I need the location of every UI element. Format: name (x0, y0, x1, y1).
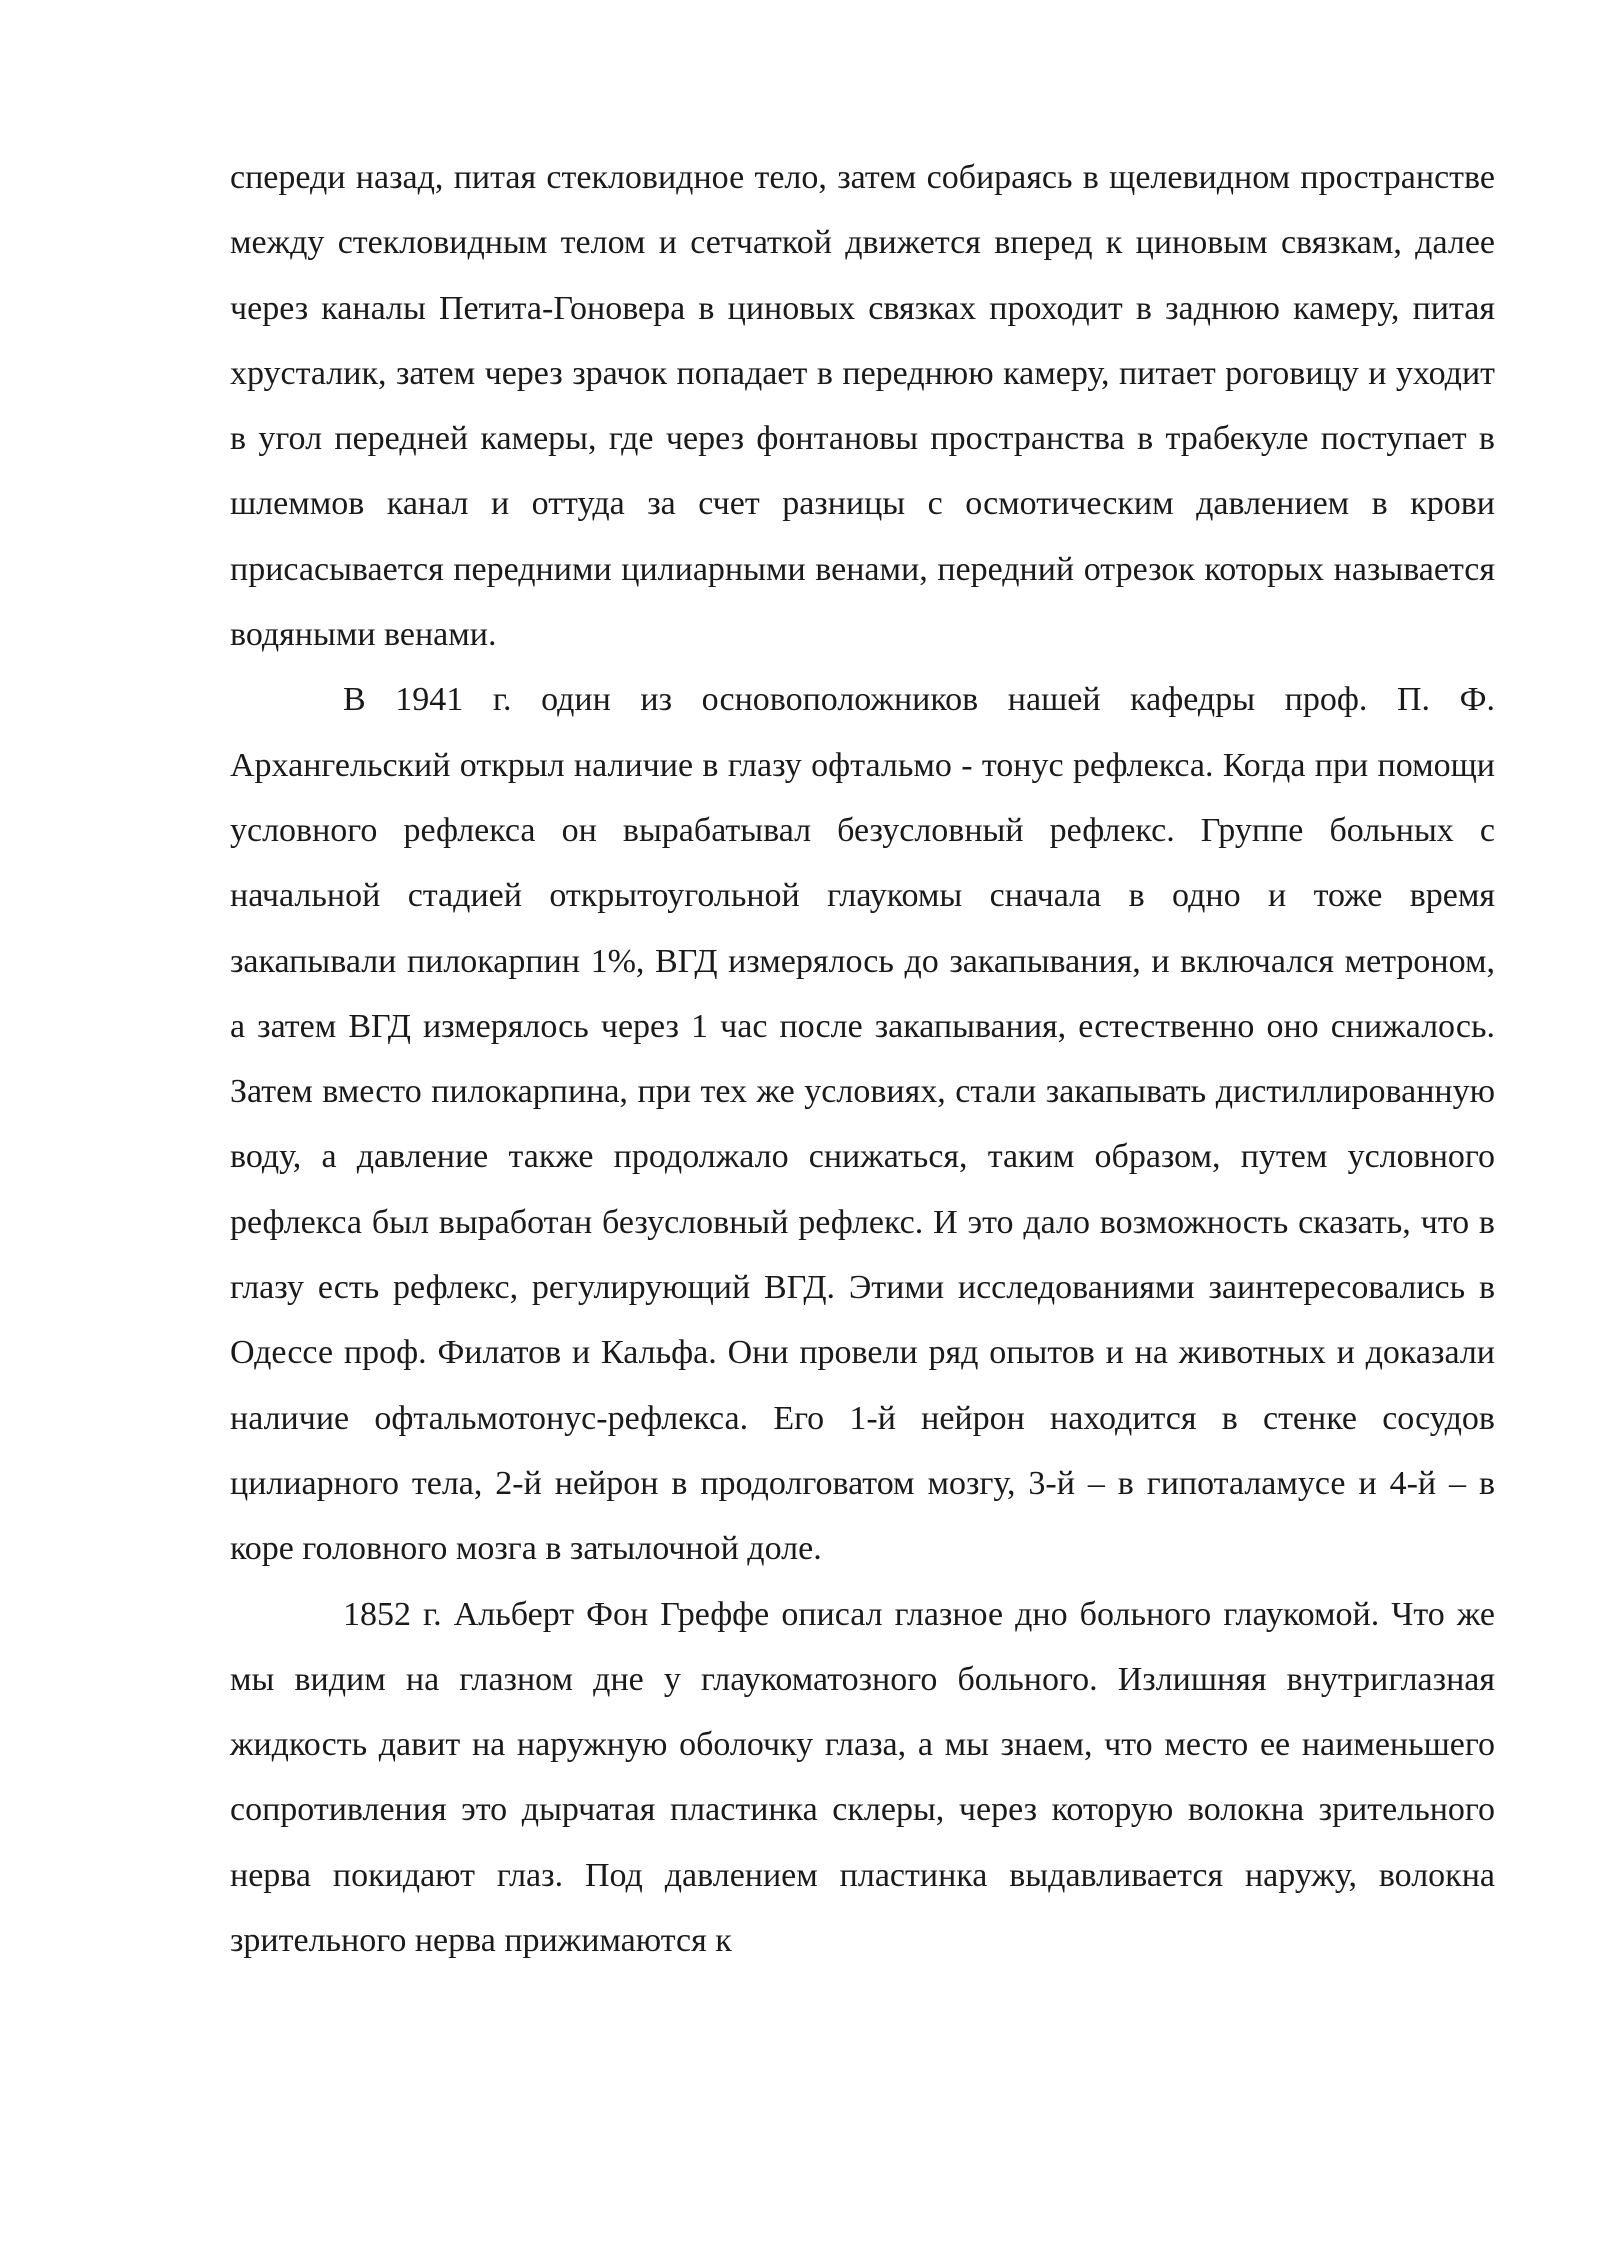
paragraph-2: В 1941 г. один из основоположников нашей кафедры проф. П. Ф. Архангельский открыл наличие в глазу офтальмо - тонус рефлекса. Когда при помощи условного рефлекса он вырабатывал безусловный рефлекс. Группе больных с начальной стадией открытоугольной глаукомы сначала в одно и тоже время закапывали пилокарпин 1%, ВГД измерялось до закапывания, и включался метроном, а затем ВГД измерялось через 1 час после закапывания, естественно оно снижалось. Затем вместо пилокарпина, при тех же условиях, стали закапывать дистиллированную воду, а давление также продолжало снижаться, таким образом, путем условного рефлекса был выработан безусловный рефлекс. И это дало возможность сказать, что в глазу есть рефлекс, регулирующий ВГД. Этими исследованиями заинтересовались в Одессе проф. Филатов и Кальфа. Они провели ряд опытов и на животных и доказали наличие офтальмотонус-рефлекса. Его 1-й нейрон находится в стенке сосудов цилиарного тела, 2-й нейрон в продолговатом мозгу, 3-й – в гипоталамусе и 4-й – в коре головного мозга в затылочной доле. (230, 681, 1495, 1568)
paragraph-3: 1852 г. Альберт Фон Греффе описал глазное дно больного глаукомой. Что же мы видим на глазном дне у глаукоматозного больного. Излишняя внутриглазная жидкость давит на наружную оболочку глаза, а мы знаем, что место ее наименьшего сопротивления это дырчатая пластинка склеры, через которую волокна зрительного нерва покидают глаз. Под давлением пластинка выдавливается наружу, волокна зрительного нерва прижимаются к (230, 1595, 1495, 1960)
document-body (230, 145, 1495, 1973)
paragraph-1: спереди назад, питая стекловидное тело, затем собираясь в щелевидном пространстве между стекловидным телом и сетчаткой движется вперед к циновым связкам, далее через каналы Петита-Гоновера в циновых связках проходит в заднюю камеру, питая хрусталик, затем через зрачок попадает в переднюю камеру, питает роговицу и уходит в угол передней камеры, где через фонтановы пространства в трабекуле поступает в шлеммов канал и оттуда за счет разницы с осмотическим давлением в крови присасывается передними цилиарными венами, передний отрезок которых называется водяными венами. (230, 159, 1495, 654)
